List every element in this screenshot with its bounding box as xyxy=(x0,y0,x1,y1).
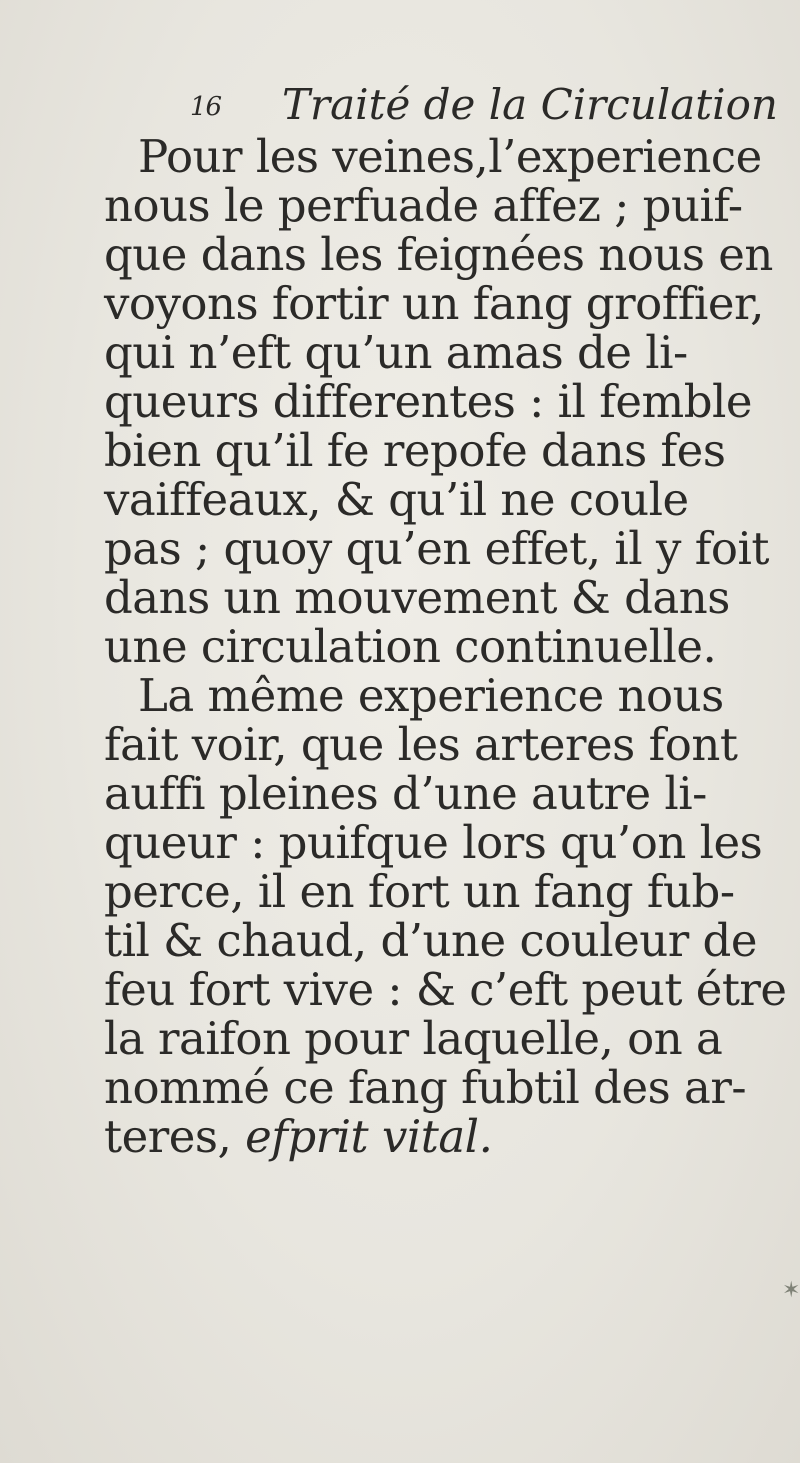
text-line: fait voir, que les arteres font xyxy=(104,718,738,771)
text-line: bien qu’il fe repofe dans fes xyxy=(104,424,726,477)
text-line: til & chaud, d’une couleur de xyxy=(104,914,757,967)
text-line: Pour les veines,l’experience xyxy=(138,130,762,183)
text-line: nous le perfuade affez ; puif- xyxy=(104,179,743,232)
ink-smudge: ✶ xyxy=(782,1278,800,1303)
text-line: pas ; quoy qu’en effet, il y foit xyxy=(104,522,769,575)
running-head: Traité de la Circulation xyxy=(282,80,778,129)
text-line: perce, il en fort un fang fub- xyxy=(104,865,735,918)
last-line-italic-text: efprit vital. xyxy=(245,1110,493,1163)
text-line-last xyxy=(104,1112,772,1161)
text-line: queur : puifque lors qu’on les xyxy=(104,816,763,869)
body-text xyxy=(104,130,787,1163)
text-line: queurs differentes : il femble xyxy=(104,375,753,428)
text-line: voyons fortir un fang groffier, xyxy=(104,277,764,330)
page-number: 16 xyxy=(190,92,222,122)
text-line: qui n’eft qu’un amas de li- xyxy=(104,326,688,379)
text-line: la raifon pour laquelle, on a xyxy=(104,1012,723,1065)
text-line: que dans les feignées nous en xyxy=(104,228,773,281)
text-line: une circulation continuelle. xyxy=(104,620,717,673)
text-line: dans un mouvement & dans xyxy=(104,571,730,624)
text-line: auffi pleines d’une autre li- xyxy=(104,767,707,820)
text-line: nommé ce fang fubtil des ar- xyxy=(104,1061,747,1114)
text-line: vaiffeaux, & qu’il ne coule xyxy=(104,473,689,526)
text-line: La même experience nous xyxy=(138,669,724,722)
last-line-text: teres, xyxy=(104,1110,246,1163)
text-line: feu fort vive : & c’eft peut étre xyxy=(104,963,787,1016)
